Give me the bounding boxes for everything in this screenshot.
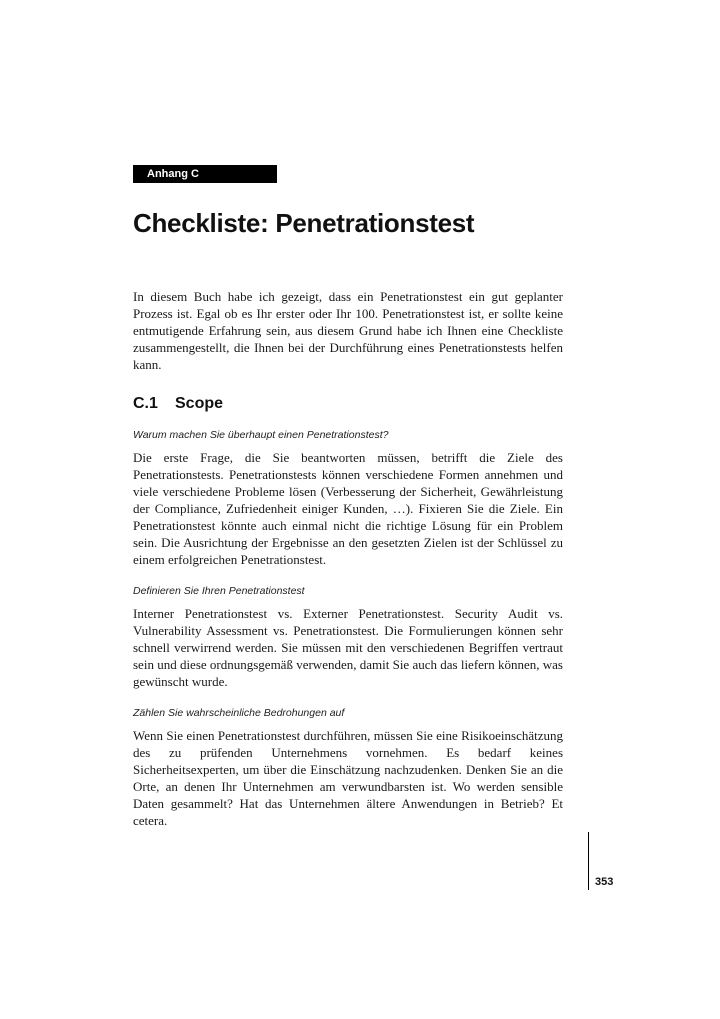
subsection-paragraph: Interner Penetrationstest vs. Externer Penetrationstest. Security Audit vs. Vulnerability Assessment vs. Penetrationstest. Die Formulierungen können sehr schnell verwirrend werden. Sie müssen mit den verschiedenen Begriffen vertraut sein und diese ordnungsgemäß verwenden, damit Sie auch das liefern können, was gewünscht wurde.: [133, 606, 563, 689]
page-title: Checkliste: Penetrationstest: [133, 208, 475, 238]
intro-paragraph: In diesem Buch habe ich gezeigt, dass ein Penetrationstest ein gut geplanter Prozess ist. Egal ob es Ihr erster oder Ihr 100. Penetrationstest ist, er sollte keine entmutigende Erfahrung sein, aus diesem Grund habe ich Ihnen eine Checkliste zusammengestellt, die Ihnen bei der Durchführung eines Penetrationstests helfen kann.: [133, 289, 563, 372]
chapter-tag: Anhang C: [133, 165, 277, 183]
subsection-heading: Warum machen Sie überhaupt einen Penetrationstest?: [133, 429, 389, 441]
subsection-heading: Definieren Sie Ihren Penetrationstest: [133, 585, 305, 597]
subsection-define: [133, 584, 563, 690]
subsection-paragraph: Die erste Frage, die Sie beantworten müssen, betrifft die Ziele des Penetrationstests. Penetrationstests können verschiedene Formen annehmen und viele verschiedene Probleme lösen (Verbesserung der Sicherheit, Gewährleistung der Compliance, Zufriedenheit einiger Kunden, …). Fixieren Sie die Ziele. Ein Penetrationstest könnte auch einmal nicht die richtige Lösung für ein Problem sein. Die Ausrichtung der Ergebnisse an den gesetzten Zielen ist der Schlüssel zu einem erfolgreichen Penetrationstest.: [133, 450, 563, 567]
section-title: Scope: [175, 395, 224, 412]
page-number: 353: [595, 876, 614, 888]
subsection-threats: [133, 706, 563, 829]
subsection-goals: [133, 428, 563, 568]
page-number-rule: [588, 832, 589, 890]
subsection-paragraph: Wenn Sie einen Penetrationstest durchführen, müssen Sie eine Risikoeinschätzung des zu prüfenden Unternehmens vornehmen. Es bedarf keines Sicherheitsexperten, um über die Einschätzung nachzudenken. Denken Sie an die Orte, an denen Ihr Unternehmen am verwundbarsten ist. Wo werden sensible Daten gesammelt? Hat das Unternehmen ältere Anwendungen in Betrieb? Et cetera.: [133, 728, 563, 828]
section-heading: [133, 394, 563, 414]
page-body: [133, 288, 563, 829]
subsection-heading: Zählen Sie wahrscheinliche Bedrohungen auf: [133, 707, 345, 719]
section-number: C.1: [133, 395, 158, 412]
